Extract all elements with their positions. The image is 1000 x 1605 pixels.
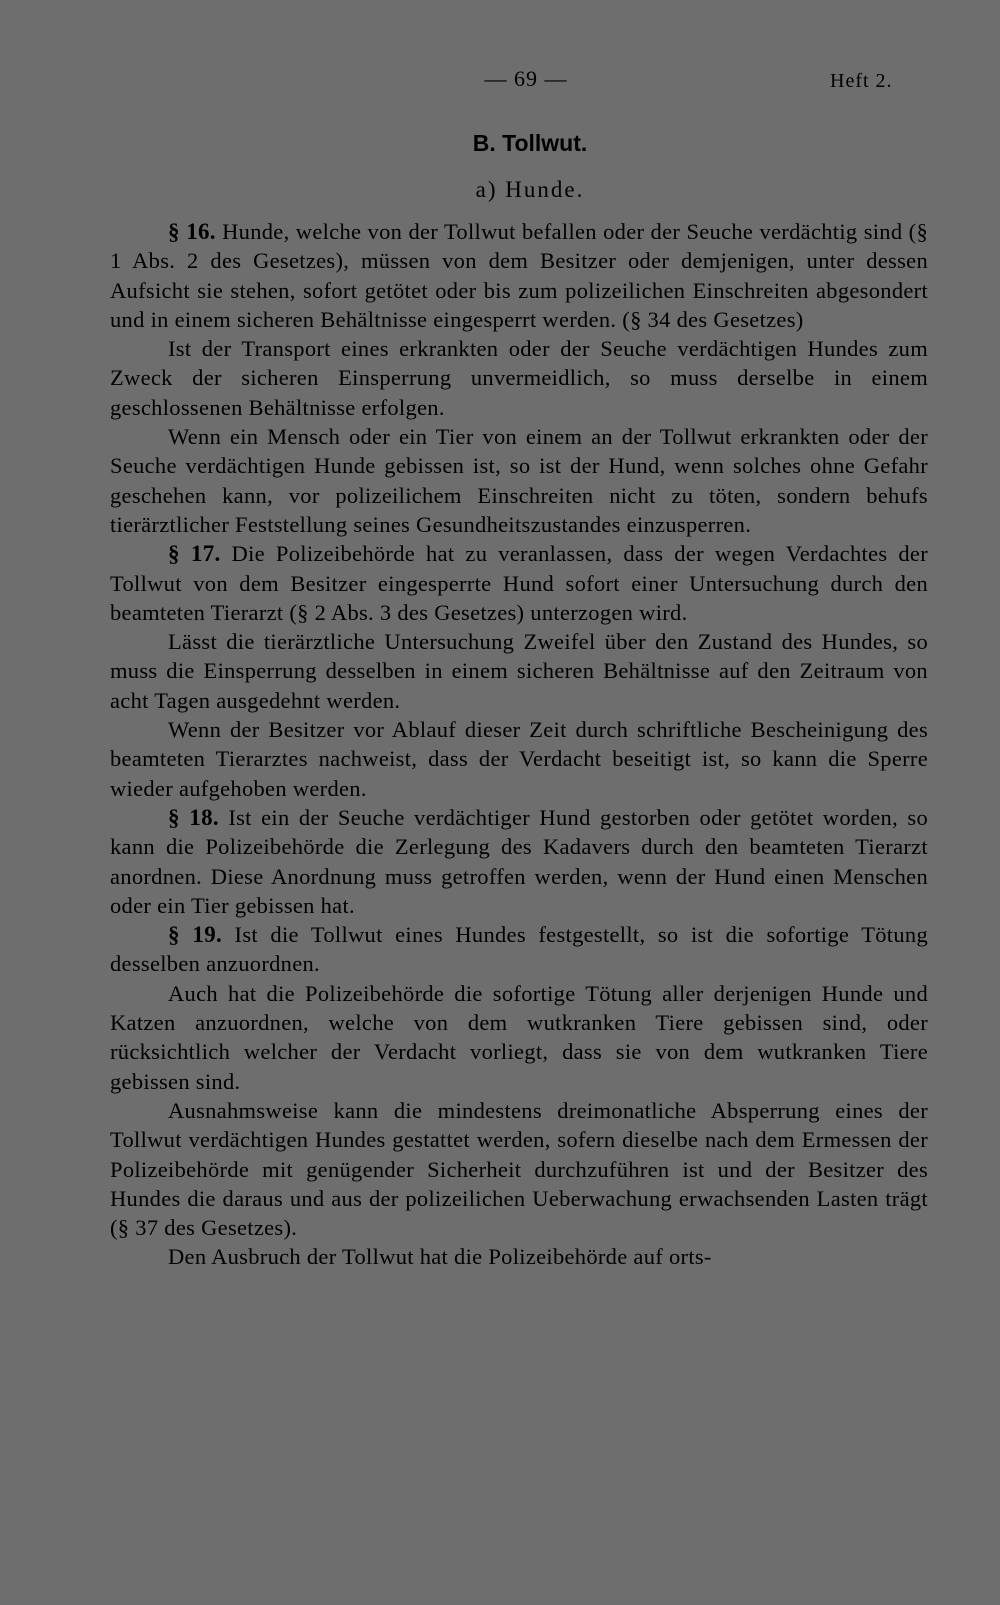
page-header — [0, 66, 1000, 96]
paragraph — [110, 422, 928, 539]
paragraph-text: Ist die Tollwut eines Hundes festgestellt, so ist die sofortige Tötung desselben anzuordnen. — [110, 922, 928, 977]
paragraph-16 — [110, 217, 928, 334]
paragraph — [110, 1242, 928, 1271]
paragraph-17 — [110, 539, 928, 627]
section-number: § 16. — [168, 219, 216, 244]
paragraph-text: Die Polizeibehörde hat zu veranlassen, dass der wegen Verdachtes der Tollwut von dem Besitzer eingesperrte Hund sofort einer Untersuchung durch den beamteten Tierarzt (§ 2 Abs. 3 des Gesetzes) unterzogen wird. — [110, 541, 929, 625]
paragraph-text: Ausnahmsweise kann die mindestens dreimonatliche Absperrung eines der Tollwut verdächtigen Hundes gestattet werden, sofern dieselbe nach dem Ermessen der Polizeibehörde mit genügender Sicherheit durchzuführen ist und der Besitzer des Hundes die daraus und aus der polizeilichen Ueberwachung erwachsenden Lasten trägt (§ 37 des Gesetzes). — [110, 1097, 928, 1241]
section-title: B. Tollwut. — [472, 130, 588, 156]
paragraph-text: Hunde, welche von der Tollwut befallen oder der Seuche verdächtig sind (§ 1 Abs. 2 des Gesetzes), müssen von dem Besitzer oder demjenigen, unter dessen Aufsicht sie stehen, sofort getötet oder bis zum polizeilichen Einschreiten abgesondert und in einem sicheren Behältnisse eingesperrt werden. (§ 34 des Gesetzes) — [110, 219, 929, 332]
paragraph — [110, 979, 928, 1096]
section-number: § 18. — [168, 804, 219, 830]
paragraph-18 — [110, 803, 928, 920]
paragraph-text: Lässt die tierärztliche Untersuchung Zweifel über den Zustand des Hundes, so muss die Einsperrung desselben in einem sicheren Behältnisse auf den Zeitraum von acht Tagen ausgedehnt werden. — [110, 629, 928, 713]
paragraph-19 — [110, 920, 928, 979]
page-number: — 69 — — [484, 66, 568, 91]
paragraph — [110, 334, 928, 422]
body-text — [110, 217, 928, 1272]
paragraph-text: Auch hat die Polizeibehörde die sofortige Tötung aller derjenigen Hunde und Katzen anzuordnen, welche von dem wutkranken Tiere gebissen sind, oder rücksichtlich welcher der Verdacht vorliegt, dass sie von dem wutkranken Tiere gebissen sind. — [110, 980, 928, 1094]
issue-label: Heft 2. — [830, 70, 893, 92]
paragraph — [110, 715, 928, 803]
paragraph-text: Wenn ein Mensch oder ein Tier von einem an der Tollwut erkrankten oder der Seuche verdächtigen Hunde gebissen ist, so ist der Hund, wenn solches ohne Gefahr geschehen kann, vor polizeilichem Einschreiten nicht zu töten, sondern behufs tierärztlicher Feststellung seines Gesundheitszustandes einzusperren. — [110, 424, 928, 537]
paragraph-text: Wenn der Besitzer vor Ablauf dieser Zeit durch schriftliche Bescheinigung des beamteten Tierarztes nachweist, dass der Verdacht beseitigt ist, so kann die Sperre wieder aufgehoben werden. — [110, 717, 928, 801]
paragraph-text: Ist der Transport eines erkrankten oder der Seuche verdächtigen Hundes zum Zweck der sicheren Einsperrung unvermeidlich, so muss derselbe in einem geschlossenen Behältnisse erfolgen. — [110, 336, 928, 420]
paragraph — [110, 627, 928, 715]
section-number: § 17. — [168, 541, 221, 567]
paragraph — [110, 1096, 928, 1242]
paragraph-text: Ist ein der Seuche verdächtiger Hund gestorben oder getötet worden, so kann die Polizeibehörde die Zerlegung des Kadavers durch den beamteten Tierarzt anordnen. Diese Anordnung muss getroffen werden, wenn der Hund einen Menschen oder ein Tier gebissen hat. — [110, 804, 928, 918]
paragraph-text: Den Ausbruch der Tollwut hat die Polizeibehörde auf orts- — [168, 1244, 712, 1270]
section-number: § 19. — [168, 922, 223, 948]
section-subtitle: a) Hunde. — [475, 177, 585, 202]
